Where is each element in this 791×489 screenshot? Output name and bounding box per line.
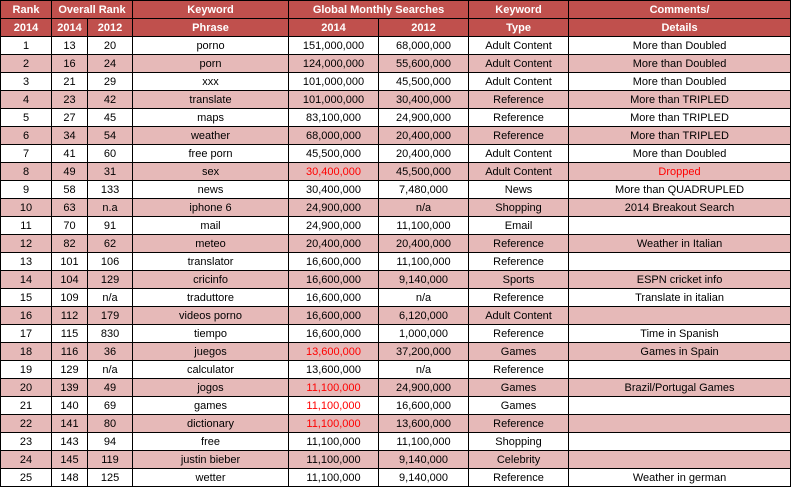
table-row [1, 397, 791, 415]
cell-searches-2014: 45,500,000 [289, 145, 379, 163]
table-row [1, 415, 791, 433]
cell-searches-2014: 124,000,000 [289, 55, 379, 73]
cell-type: Reference [469, 415, 569, 433]
cell-phrase: maps [133, 109, 289, 127]
cell-overall-2012: 69 [88, 397, 133, 415]
cell-overall-2012: 830 [88, 325, 133, 343]
table-row [1, 181, 791, 199]
cell-details: Games in Spain [569, 343, 791, 361]
cell-phrase: mail [133, 217, 289, 235]
cell-overall-2014: 101 [52, 253, 88, 271]
cell-overall-2014: 109 [52, 289, 88, 307]
cell-overall-2012: 29 [88, 73, 133, 91]
cell-type: Reference [469, 289, 569, 307]
cell-searches-2014: 101,000,000 [289, 73, 379, 91]
cell-rank: 4 [1, 91, 52, 109]
header-keyword: Keyword [133, 1, 289, 19]
cell-type: Reference [469, 361, 569, 379]
cell-type: Shopping [469, 199, 569, 217]
cell-searches-2012: 45,500,000 [379, 163, 469, 181]
cell-phrase: free [133, 433, 289, 451]
cell-details: Time in Spanish [569, 325, 791, 343]
cell-details: More than QUADRUPLED [569, 181, 791, 199]
table-row [1, 289, 791, 307]
cell-type: Shopping [469, 433, 569, 451]
cell-rank: 23 [1, 433, 52, 451]
cell-searches-2014: 16,600,000 [289, 325, 379, 343]
cell-overall-2012: 80 [88, 415, 133, 433]
cell-rank: 9 [1, 181, 52, 199]
cell-phrase: porn [133, 55, 289, 73]
cell-rank: 20 [1, 379, 52, 397]
cell-rank: 8 [1, 163, 52, 181]
header-rank-year: 2014 [1, 19, 52, 37]
cell-searches-2014: 13,600,000 [289, 361, 379, 379]
cell-searches-2012: 20,400,000 [379, 127, 469, 145]
cell-overall-2012: n/a [88, 289, 133, 307]
cell-searches-2012: 24,900,000 [379, 109, 469, 127]
cell-rank: 11 [1, 217, 52, 235]
header-type: Type [469, 19, 569, 37]
cell-searches-2012: 6,120,000 [379, 307, 469, 325]
cell-overall-2014: 13 [52, 37, 88, 55]
cell-details: More than TRIPLED [569, 91, 791, 109]
cell-type: Reference [469, 109, 569, 127]
cell-searches-2014: 83,100,000 [289, 109, 379, 127]
cell-overall-2014: 82 [52, 235, 88, 253]
cell-rank: 3 [1, 73, 52, 91]
cell-overall-2014: 140 [52, 397, 88, 415]
cell-searches-2012: 24,900,000 [379, 379, 469, 397]
table-body [1, 1, 791, 487]
cell-rank: 18 [1, 343, 52, 361]
cell-searches-2012: 11,100,000 [379, 433, 469, 451]
cell-overall-2012: 106 [88, 253, 133, 271]
cell-rank: 21 [1, 397, 52, 415]
cell-overall-2012: 42 [88, 91, 133, 109]
cell-overall-2014: 145 [52, 451, 88, 469]
cell-searches-2014: 20,400,000 [289, 235, 379, 253]
cell-searches-2014: 13,600,000 [289, 343, 379, 361]
header-searches-2012: 2012 [379, 19, 469, 37]
cell-details: More than Doubled [569, 145, 791, 163]
cell-searches-2014: 11,100,000 [289, 415, 379, 433]
cell-phrase: cricinfo [133, 271, 289, 289]
cell-overall-2012: 133 [88, 181, 133, 199]
cell-details: Weather in german [569, 469, 791, 487]
cell-rank: 1 [1, 37, 52, 55]
cell-searches-2014: 16,600,000 [289, 253, 379, 271]
cell-details: More than TRIPLED [569, 127, 791, 145]
cell-overall-2012: 91 [88, 217, 133, 235]
cell-searches-2014: 16,600,000 [289, 307, 379, 325]
cell-overall-2012: 36 [88, 343, 133, 361]
cell-searches-2012: 30,400,000 [379, 91, 469, 109]
cell-searches-2014: 11,100,000 [289, 469, 379, 487]
header-rank: Rank [1, 1, 52, 19]
header-global-monthly-searches: Global Monthly Searches [289, 1, 469, 19]
cell-overall-2012: 45 [88, 109, 133, 127]
cell-overall-2014: 148 [52, 469, 88, 487]
cell-overall-2012: 24 [88, 55, 133, 73]
cell-details: More than Doubled [569, 55, 791, 73]
cell-phrase: tiempo [133, 325, 289, 343]
cell-type: Reference [469, 127, 569, 145]
cell-type: Adult Content [469, 37, 569, 55]
cell-rank: 17 [1, 325, 52, 343]
cell-searches-2014: 16,600,000 [289, 271, 379, 289]
cell-rank: 15 [1, 289, 52, 307]
cell-overall-2012: n.a [88, 199, 133, 217]
cell-type: Reference [469, 325, 569, 343]
cell-overall-2012: 94 [88, 433, 133, 451]
cell-overall-2012: n/a [88, 361, 133, 379]
table-row [1, 127, 791, 145]
table-row [1, 163, 791, 181]
cell-overall-2012: 119 [88, 451, 133, 469]
cell-rank: 12 [1, 235, 52, 253]
cell-overall-2014: 116 [52, 343, 88, 361]
cell-rank: 16 [1, 307, 52, 325]
table-row [1, 217, 791, 235]
cell-details: Weather in Italian [569, 235, 791, 253]
cell-overall-2012: 62 [88, 235, 133, 253]
cell-overall-2014: 27 [52, 109, 88, 127]
cell-searches-2014: 151,000,000 [289, 37, 379, 55]
cell-type: Adult Content [469, 73, 569, 91]
table-row [1, 343, 791, 361]
cell-phrase: translator [133, 253, 289, 271]
cell-searches-2012: 68,000,000 [379, 37, 469, 55]
table-row [1, 271, 791, 289]
header-row-1 [1, 1, 791, 19]
cell-details [569, 433, 791, 451]
cell-overall-2012: 49 [88, 379, 133, 397]
cell-type: Reference [469, 91, 569, 109]
cell-overall-2014: 115 [52, 325, 88, 343]
cell-phrase: translate [133, 91, 289, 109]
cell-type: Reference [469, 469, 569, 487]
cell-overall-2014: 16 [52, 55, 88, 73]
cell-searches-2014: 68,000,000 [289, 127, 379, 145]
cell-phrase: jogos [133, 379, 289, 397]
cell-overall-2012: 31 [88, 163, 133, 181]
cell-details: Dropped [569, 163, 791, 181]
cell-type: Reference [469, 235, 569, 253]
header-details: Details [569, 19, 791, 37]
cell-searches-2012: n/a [379, 199, 469, 217]
cell-phrase: juegos [133, 343, 289, 361]
cell-rank: 6 [1, 127, 52, 145]
cell-type: News [469, 181, 569, 199]
header-overall-2012: 2012 [88, 19, 133, 37]
cell-phrase: calculator [133, 361, 289, 379]
cell-searches-2012: 55,600,000 [379, 55, 469, 73]
cell-type: Sports [469, 271, 569, 289]
cell-details: Brazil/Portugal Games [569, 379, 791, 397]
header-row-2 [1, 19, 791, 37]
cell-type: Email [469, 217, 569, 235]
cell-searches-2012: 20,400,000 [379, 145, 469, 163]
cell-overall-2014: 49 [52, 163, 88, 181]
cell-details [569, 307, 791, 325]
cell-searches-2012: 7,480,000 [379, 181, 469, 199]
cell-details [569, 397, 791, 415]
cell-searches-2014: 101,000,000 [289, 91, 379, 109]
cell-rank: 19 [1, 361, 52, 379]
cell-overall-2014: 112 [52, 307, 88, 325]
cell-searches-2012: 20,400,000 [379, 235, 469, 253]
cell-searches-2014: 11,100,000 [289, 397, 379, 415]
cell-searches-2014: 24,900,000 [289, 199, 379, 217]
cell-searches-2014: 30,400,000 [289, 163, 379, 181]
cell-rank: 13 [1, 253, 52, 271]
cell-overall-2014: 21 [52, 73, 88, 91]
cell-overall-2014: 41 [52, 145, 88, 163]
table-row [1, 433, 791, 451]
cell-details [569, 451, 791, 469]
cell-overall-2012: 129 [88, 271, 133, 289]
cell-rank: 22 [1, 415, 52, 433]
table-row [1, 235, 791, 253]
cell-searches-2012: 13,600,000 [379, 415, 469, 433]
cell-overall-2012: 54 [88, 127, 133, 145]
cell-searches-2012: 11,100,000 [379, 217, 469, 235]
cell-searches-2012: 45,500,000 [379, 73, 469, 91]
cell-details [569, 415, 791, 433]
cell-overall-2014: 34 [52, 127, 88, 145]
cell-searches-2014: 30,400,000 [289, 181, 379, 199]
cell-phrase: free porn [133, 145, 289, 163]
cell-searches-2012: 1,000,000 [379, 325, 469, 343]
table-row [1, 199, 791, 217]
header-overall-2014: 2014 [52, 19, 88, 37]
table-row [1, 55, 791, 73]
table-row [1, 469, 791, 487]
cell-overall-2012: 60 [88, 145, 133, 163]
table-row [1, 325, 791, 343]
cell-searches-2012: 37,200,000 [379, 343, 469, 361]
cell-rank: 14 [1, 271, 52, 289]
header-overall-rank: Overall Rank [52, 1, 133, 19]
table-row [1, 307, 791, 325]
cell-searches-2014: 11,100,000 [289, 433, 379, 451]
cell-phrase: traduttore [133, 289, 289, 307]
cell-details: ESPN cricket info [569, 271, 791, 289]
cell-phrase: xxx [133, 73, 289, 91]
cell-searches-2012: 11,100,000 [379, 253, 469, 271]
cell-type: Adult Content [469, 145, 569, 163]
cell-searches-2014: 24,900,000 [289, 217, 379, 235]
cell-phrase: weather [133, 127, 289, 145]
cell-phrase: iphone 6 [133, 199, 289, 217]
cell-searches-2012: 9,140,000 [379, 469, 469, 487]
table-row [1, 91, 791, 109]
cell-details [569, 361, 791, 379]
cell-phrase: meteo [133, 235, 289, 253]
cell-details [569, 253, 791, 271]
cell-details: 2014 Breakout Search [569, 199, 791, 217]
cell-type: Games [469, 343, 569, 361]
cell-rank: 25 [1, 469, 52, 487]
cell-overall-2014: 143 [52, 433, 88, 451]
cell-rank: 5 [1, 109, 52, 127]
cell-rank: 2 [1, 55, 52, 73]
cell-rank: 10 [1, 199, 52, 217]
cell-type: Games [469, 397, 569, 415]
table-row [1, 109, 791, 127]
cell-phrase: videos porno [133, 307, 289, 325]
header-keyword-type: Keyword [469, 1, 569, 19]
cell-details: More than TRIPLED [569, 109, 791, 127]
cell-details: Translate in italian [569, 289, 791, 307]
cell-phrase: news [133, 181, 289, 199]
cell-phrase: wetter [133, 469, 289, 487]
table-row [1, 253, 791, 271]
cell-searches-2012: 9,140,000 [379, 271, 469, 289]
cell-details: More than Doubled [569, 73, 791, 91]
cell-phrase: porno [133, 37, 289, 55]
cell-rank: 24 [1, 451, 52, 469]
cell-type: Games [469, 379, 569, 397]
cell-phrase: dictionary [133, 415, 289, 433]
cell-overall-2014: 58 [52, 181, 88, 199]
header-phrase: Phrase [133, 19, 289, 37]
cell-details [569, 217, 791, 235]
cell-overall-2014: 139 [52, 379, 88, 397]
cell-phrase: sex [133, 163, 289, 181]
cell-type: Reference [469, 253, 569, 271]
table-row [1, 379, 791, 397]
header-comments: Comments/ [569, 1, 791, 19]
cell-searches-2012: n/a [379, 361, 469, 379]
cell-overall-2012: 125 [88, 469, 133, 487]
cell-searches-2014: 16,600,000 [289, 289, 379, 307]
cell-phrase: games [133, 397, 289, 415]
header-searches-2014: 2014 [289, 19, 379, 37]
cell-searches-2014: 11,100,000 [289, 379, 379, 397]
cell-overall-2014: 23 [52, 91, 88, 109]
cell-type: Adult Content [469, 307, 569, 325]
cell-phrase: justin bieber [133, 451, 289, 469]
cell-overall-2014: 141 [52, 415, 88, 433]
cell-type: Adult Content [469, 55, 569, 73]
cell-searches-2012: n/a [379, 289, 469, 307]
cell-overall-2012: 179 [88, 307, 133, 325]
cell-overall-2014: 129 [52, 361, 88, 379]
table-row [1, 145, 791, 163]
cell-overall-2012: 20 [88, 37, 133, 55]
cell-type: Adult Content [469, 163, 569, 181]
cell-searches-2012: 9,140,000 [379, 451, 469, 469]
cell-rank: 7 [1, 145, 52, 163]
cell-overall-2014: 104 [52, 271, 88, 289]
table-row [1, 451, 791, 469]
cell-overall-2014: 63 [52, 199, 88, 217]
table-row [1, 73, 791, 91]
cell-type: Celebrity [469, 451, 569, 469]
table-row [1, 37, 791, 55]
cell-searches-2014: 11,100,000 [289, 451, 379, 469]
cell-details: More than Doubled [569, 37, 791, 55]
cell-overall-2014: 70 [52, 217, 88, 235]
table-row [1, 361, 791, 379]
cell-searches-2012: 16,600,000 [379, 397, 469, 415]
